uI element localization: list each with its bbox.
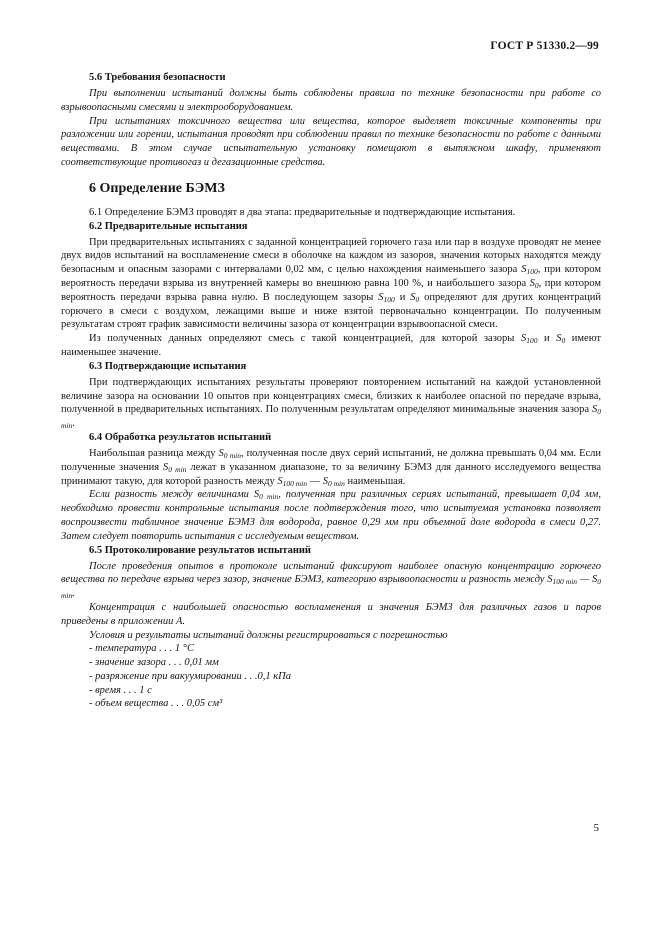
section-6-3-title: 6.3 Подтверждающие испытания (89, 360, 247, 372)
section-6-4-title: 6.4 Обработка результатов испытаний (89, 431, 272, 443)
list-item: - значение зазора . . . 0,01 мм (89, 657, 219, 669)
section-6-4-paragraph-2: Если разность между величинами $S_{0 min}$, полученная при различных сериях испытаний, превышает 0,04 мм, необходимо провести контрольные испытания после подтверждения того, что испытуемая установка позволяет воспроизвести табличное значение БЭМЗ для водорода, равное 0,29 мм при объемной доле водорода в смеси 0,27. Затем следует повторить испытания с исследуемым веществом. (61, 489, 602, 542)
section-6-5-paragraph-2: Концентрация с наибольшей опасностью воспламенения и значения БЭМЗ для различных газов и паров приведены в приложении А. (61, 601, 601, 627)
section-6-2-paragraph-2: Из полученных данных определяют смесь с такой концентрацией, для которой зазоры $S_{100}$ и $S_0$ имеют наименьшее значение. (61, 333, 602, 358)
section-6-5-title: 6.5 Протоколирование результатов испытаний (89, 544, 311, 556)
section-6-2-title: 6.2 Предварительные испытания (89, 220, 248, 232)
document-body (61, 71, 601, 711)
section-6-5-paragraph-1: После проведения опытов в протоколе испытаний фиксируют наиболее опасную концентрацию горючего вещества по передаче взрыва через зазор, значение БЭМЗ, категорию взрывоопасности и разность между $S_{100 min}$ — $S_{0 min}$. (61, 560, 601, 601)
section-6-title: 6 Определение БЭМЗ (89, 180, 225, 196)
section-5-6-title: 5.6 Требования безопасности (89, 72, 226, 83)
section-6-1-paragraph: 6.1 Определение БЭМЗ проводят в два этапа: предварительные и подтверждающие испытания. (89, 206, 516, 218)
section-6-5-paragraph-3: Условия и результаты испытаний должны регистрироваться с погрешностью (89, 629, 448, 641)
section-5-6-paragraph-2: При испытаниях токсичного вещества или вещества, которое выделяет токсичные компоненты при разложении или горении, испытания проводят при соблюдении правил по технике безопасности по работе с данными веществами. В этом случае испытательную установку помещают в вытяжном шкафу, применяют соответствующие противогаз и дегазационные средства. (61, 115, 601, 168)
section-6-3-paragraph: При подтверждающих испытаниях результаты проверяют повторением испытаний на каждой установленной величине зазора на основании 10 опытов при концентрациях смеси, близких к наиболее опасной по передаче взрыва, полученной в предварительных испытаниях. По полученным результатам определяют минимальные значения зазора $S_{0 min}$. (61, 376, 601, 431)
section-6-4-paragraph-1: Наибольшая разница между $S_{0 min}$, полученная после двух серий испытаний, не должна превышать 0,04 мм. Если полученные значения $S_{0 min}$ лежат в указанном диапазоне, то за величину БЭМЗ для данного исследуемого вещества принимают такую, для которой разность между $S_{100 min}$ — $S_{0 min}$ наименьшая. (61, 447, 602, 488)
list-item: - время . . . 1 с (89, 684, 152, 696)
tolerance-list (89, 642, 601, 711)
document-header: ГОСТ Р 51330.2—99 (490, 40, 599, 52)
list-item: - температура . . . 1 °С (89, 643, 195, 655)
section-5-6-paragraph-1: При выполнении испытаний должны быть соблюдены правила по технике безопасности при работе со взрывоопасными смесями и электрооборудованием. (61, 88, 601, 113)
section-6-2-paragraph-1: При предварительных испытаниях с заданной концентрацией горючего газа или пар в воздухе проводят не менее двух видов испытаний на воспламенение смеси в оболочке на каждом из зазоров, значения которых находятся между безопасным и опасным зазорами с интервалами 0,02 мм, с целью нахождения наименьшего зазора $S_{100}$, при котором вероятность передачи взрыва из внутренней камеры во внешнюю равна 100 %, и наибольшего зазора $S_0$, при котором вероятность передачи взрыва равна нулю. В последующем зазоры $S_{100}$ и $S_0$ определяют для других концентраций горючего в смеси с воздухом, лежащими выше и ниже взятой первоначально концентрации. По полученным результатам строят график зависимости величины зазора от концентрации взрывоопасной смеси. (61, 236, 602, 331)
list-item: - объем вещества . . . 0,05 см³ (89, 698, 223, 710)
list-item: - разряжение при вакуумировании . . .0,1 кПа (89, 670, 291, 682)
page-number: 5 (593, 822, 599, 834)
